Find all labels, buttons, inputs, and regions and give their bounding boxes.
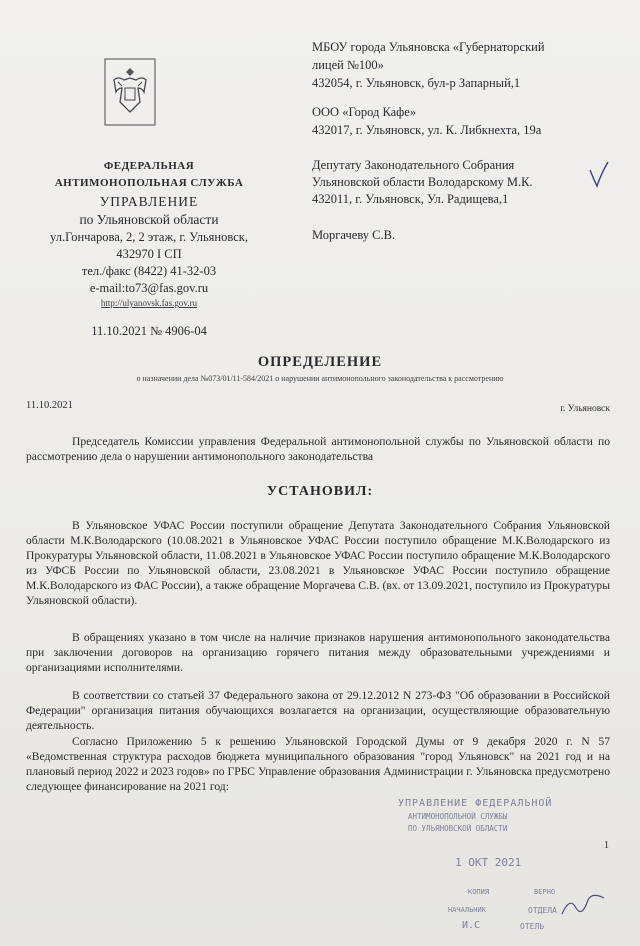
body-paragraph-4: Согласно Приложению 5 к решению Ульяновской Городской Думы от 9 декабря 2020 г. N 57 «Ведомственная структура расходов бюджета муниципального образования "город Ульяновск" на 2021 год и на плановый период 2022 и 2023 годов» по ГРБС Управление образования Администрации г. Ульяновска предусмотрено следующее финансирование на 2021 год: (26, 735, 610, 793)
copy-stamp-line2: НАЧАЛЬНИК (448, 906, 486, 914)
copy-stamp-line1: КОПИЯ (468, 888, 490, 896)
stamp-date: 1 ОКТ 2021 (455, 856, 522, 869)
recipient-2-line1: ООО «Город Кафе» (312, 105, 417, 119)
stamp-line1: УПРАВЛЕНИЕ ФЕДЕРАЛЬНОЙ (398, 798, 553, 809)
coat-of-arms-emblem (104, 58, 156, 126)
copy-stamp-line3: И.С (462, 920, 481, 931)
page-number: 1 (604, 840, 609, 851)
check-mark-icon (588, 160, 610, 193)
recipient-3-line3: 432011, г. Ульяновск, Ул. Радищева,1 (312, 192, 509, 206)
recipient-3-line2: Ульяновской области Володарскому М.К. (312, 175, 533, 189)
document-city: г. Ульяновск (560, 404, 610, 414)
recipient-1-line1: МБОУ города Ульяновска «Губернаторский (312, 40, 545, 54)
verno-stamp-line3: ОТЕЛЬ (520, 922, 545, 931)
sender-org-line2: АНТИМОНОПОЛЬНАЯ СЛУЖБА (54, 177, 244, 189)
letter-date-number: 11.10.2021 № 4906-04 (91, 324, 207, 338)
intro-paragraph: Председатель Комиссии управления Федеральной антимонопольной службы по Ульяновской области по рассмотрению дела о нарушении антимонопольного законодательства (26, 435, 610, 463)
body-paragraph-1: В Ульяновское УФАС России поступили обращение Депутата Законодательного Собрания Ульяновской области М.К.Володарского (10.08.2021 в Ульяновское УФАС России поступило обращение М.К.Володарского из Прокуратуры Ульяновской области, 11.08.2021 в Ульяновское УФАС России поступило обращение М.К.Володарского из УФСБ России по Ульяновской области, 23.08.2021 в Ульяновское УФАС России поступило обращение М.К.Володарского из ФАС России), а также обращение Моргачева С.В. (вх. от 13.09.2021, поступило из Прокуратуры Ульяновской области). (26, 519, 610, 607)
document-subtitle: о назначении дела №073/01/11-584/2021 о нарушении антимонопольного законодательства к рассмотрению (136, 374, 504, 383)
sender-org-line1: ФЕДЕРАЛЬНАЯ (103, 160, 195, 172)
sender-phone: тел./факс (8422) 41-32-03 (81, 264, 217, 278)
stamp-line2: АНТИМОНОПОЛЬНОЙ СЛУЖБЫ (408, 812, 508, 821)
document-date: 11.10.2021 (26, 400, 73, 411)
recipient-2-line2: 432017, г. Ульяновск, ул. К. Либкнехта, 19а (312, 123, 542, 137)
sender-region: по Ульяновской области (79, 212, 219, 227)
stamp-line3: ПО УЛЬЯНОВСКОЙ ОБЛАСТИ (408, 824, 508, 833)
sender-website: http://ulyanovsk.fas.gov.ru (100, 298, 198, 308)
body-paragraph-3: В соответствии со статьей 37 Федерального закона от 29.12.2012 N 273-ФЗ "Об образовании в Российской Федерации" организация питания обучающихся возлагается на организации, осуществляющие образовательную деятельность. (26, 689, 610, 732)
body-paragraph-2: В обращениях указано в том числе на наличие признаков нарушения антимонопольного законодательства при заключении договоров на организацию горячего питания между образовательными учреждениями и организациями исполнителями. (26, 631, 610, 674)
recipient-4-line1: Моргачеву С.В. (312, 228, 396, 242)
section-heading: УСТАНОВИЛ: (266, 484, 374, 499)
recipient-1-line2: лицей №100» (312, 58, 384, 72)
signature-mark (560, 890, 606, 925)
recipient-3-line1: Депутату Законодательного Собрания (312, 158, 515, 172)
recipient-1-line3: 432054, г. Ульяновск, бул-р Запарный,1 (312, 76, 521, 90)
document-title: ОПРЕДЕЛЕНИЕ (257, 354, 383, 370)
sender-postcode: 432970 I СП (116, 247, 182, 261)
verno-stamp-line1: ВЕРНО (534, 888, 556, 896)
sender-division: УПРАВЛЕНИЕ (99, 194, 199, 209)
sender-email: e-mail:to73@fas.gov.ru (89, 281, 209, 295)
sender-address: ул.Гончарова, 2, 2 этаж, г. Ульяновск, (50, 230, 248, 244)
verno-stamp-line2: ОТДЕЛА (528, 906, 557, 915)
